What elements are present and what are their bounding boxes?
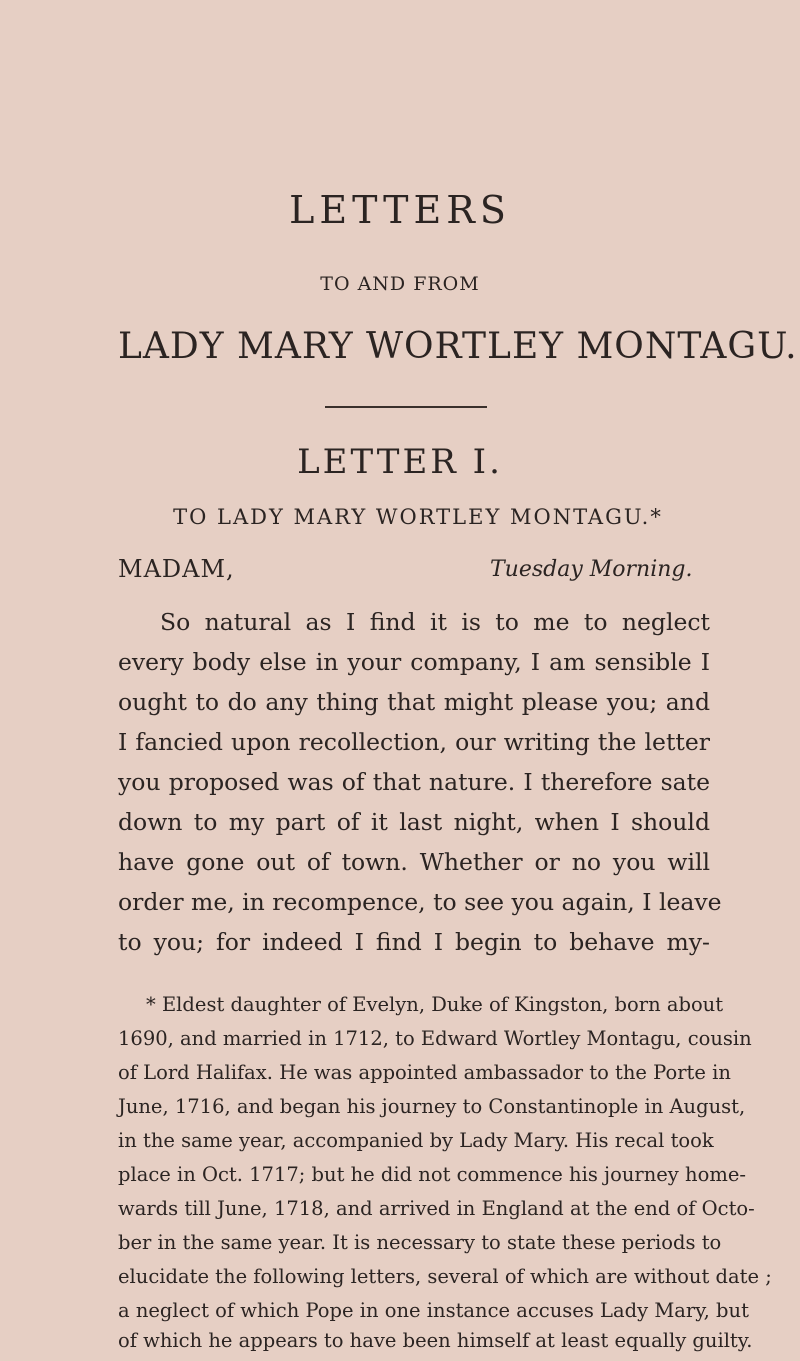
- footnote-line: elucidate the following letters, several of which are without date ;: [118, 1265, 772, 1288]
- footnote-line: a neglect of which Pope in one instance accuses Lady Mary, but: [118, 1299, 749, 1322]
- letter-dateline: Tuesday Morning.: [490, 557, 693, 582]
- footnote-line: wards till June, 1718, and arrived in England at the end of Octo-: [118, 1197, 755, 1220]
- footnote-line: ber in the same year. It is necessary to state these periods to: [118, 1231, 722, 1254]
- letter-heading: LETTER I.: [297, 442, 503, 482]
- body-line: I fancied upon recollection, our writing the letter: [118, 728, 710, 756]
- footnote-line: of which he appears to have been himself at least equally guilty.: [118, 1329, 753, 1352]
- body-line: So natural as I find it is to me to neglect: [160, 608, 710, 636]
- footnote-line: June, 1716, and began his journey to Constantinople in August,: [118, 1095, 746, 1118]
- footnote-line: 1690, and married in 1712, to Edward Wortley Montagu, cousin: [118, 1027, 752, 1050]
- body-line: to you; for indeed I find I begin to behave my-: [118, 928, 710, 956]
- book-author: LADY MARY WORTLEY MONTAGU.: [118, 326, 798, 367]
- body-line: you proposed was of that nature. I therefore sate: [118, 768, 710, 796]
- body-line: down to my part of it last night, when I should: [118, 808, 710, 836]
- footnote-line: in the same year, accompanied by Lady Mary. His recal took: [118, 1129, 714, 1152]
- book-title: LETTERS: [289, 188, 511, 232]
- footnote-line: * Eldest daughter of Evelyn, Duke of Kingston, born about: [146, 993, 724, 1016]
- footnote-line: place in Oct. 1717; but he did not commence his journey home-: [118, 1163, 746, 1186]
- body-line: have gone out of town. Whether or no you will: [118, 848, 710, 876]
- book-subtitle: TO AND FROM: [320, 273, 480, 295]
- letter-address: TO LADY MARY WORTLEY MONTAGU.*: [173, 505, 663, 529]
- body-line: ought to do any thing that might please you; and: [118, 688, 710, 716]
- body-line: order me, in recompence, to see you again, I leave: [118, 888, 722, 916]
- body-line: every body else in your company, I am sensible I: [118, 648, 710, 676]
- letter-salutation: MADAM,: [118, 555, 235, 583]
- title-divider: [325, 406, 487, 408]
- footnote-line: of Lord Halifax. He was appointed ambassador to the Porte in: [118, 1061, 731, 1084]
